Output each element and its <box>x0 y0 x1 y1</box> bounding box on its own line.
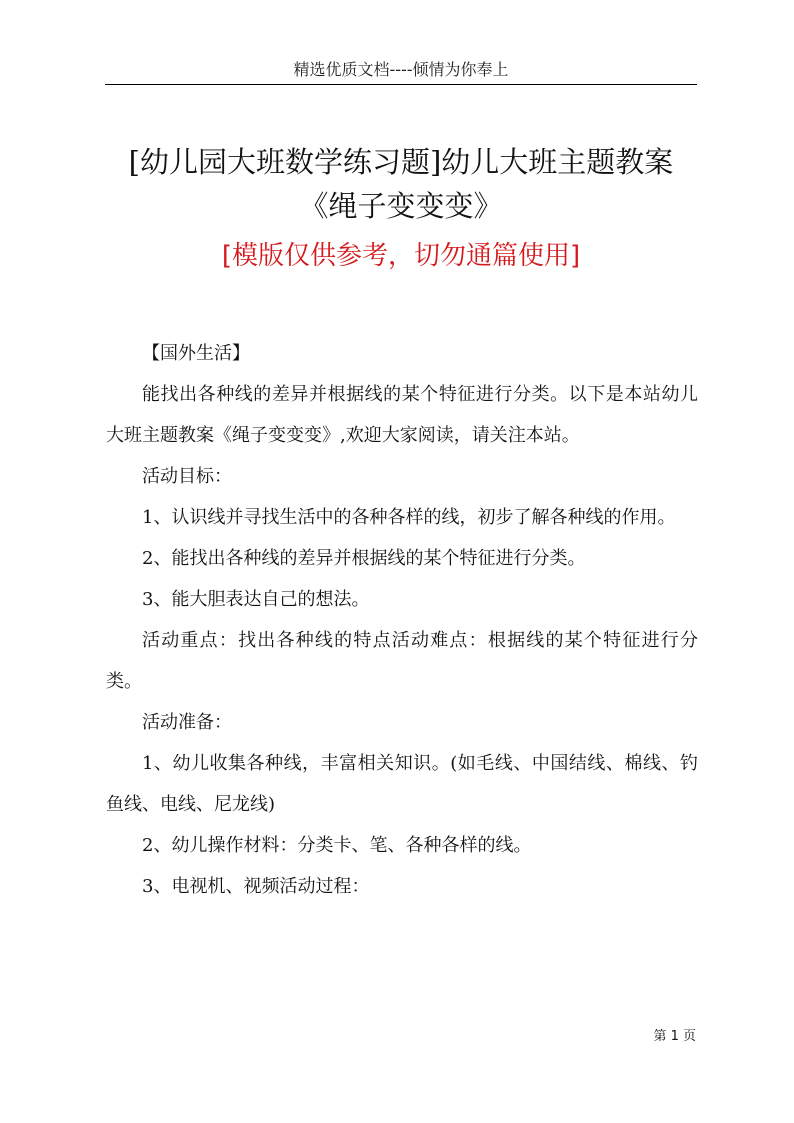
title-line-2: 《绳子变变变》 <box>299 189 503 223</box>
preparation-item: 2、幼儿操作材料：分类卡、笔、各种各样的线。 <box>142 835 532 856</box>
document-body <box>106 333 698 907</box>
template-notice: [模版仅供参考，切勿通篇使用] <box>221 241 581 271</box>
goal-item: 2、能找出各种线的差异并根据线的某个特征进行分类。 <box>142 548 586 569</box>
page-header: 精选优质文档----倾情为你奉上 <box>293 60 509 79</box>
intro-paragraph: 能找出各种线的差异并根据线的某个特征进行分类。以下是本站幼儿大班主题教案《绳子变变变》,欢迎大家阅读，请关注本站。 <box>106 384 698 446</box>
goals-heading: 活动目标： <box>142 466 232 487</box>
header-divider <box>105 84 697 85</box>
preparation-heading: 活动准备： <box>142 712 232 733</box>
document-title <box>90 140 712 228</box>
goal-item: 3、能大胆表达自己的想法。 <box>142 589 370 610</box>
preparation-item: 1、幼儿收集各种线，丰富相关知识。(如毛线、中国结线、棉线、钓鱼线、电线、尼龙线) <box>106 753 698 815</box>
page-number: 第 1 页 <box>653 1029 696 1044</box>
title-line-1: [幼儿园大班数学练习题]幼儿大班主题教案 <box>128 145 674 179</box>
goal-item: 1、认识线并寻找生活中的各种各样的线，初步了解各种线的作用。 <box>142 507 676 528</box>
key-points-paragraph: 活动重点：找出各种线的特点活动难点：根据线的某个特征进行分类。 <box>106 630 698 692</box>
preparation-item: 3、电视机、视频活动过程： <box>142 876 370 897</box>
section-heading: 【国外生活】 <box>142 343 250 364</box>
